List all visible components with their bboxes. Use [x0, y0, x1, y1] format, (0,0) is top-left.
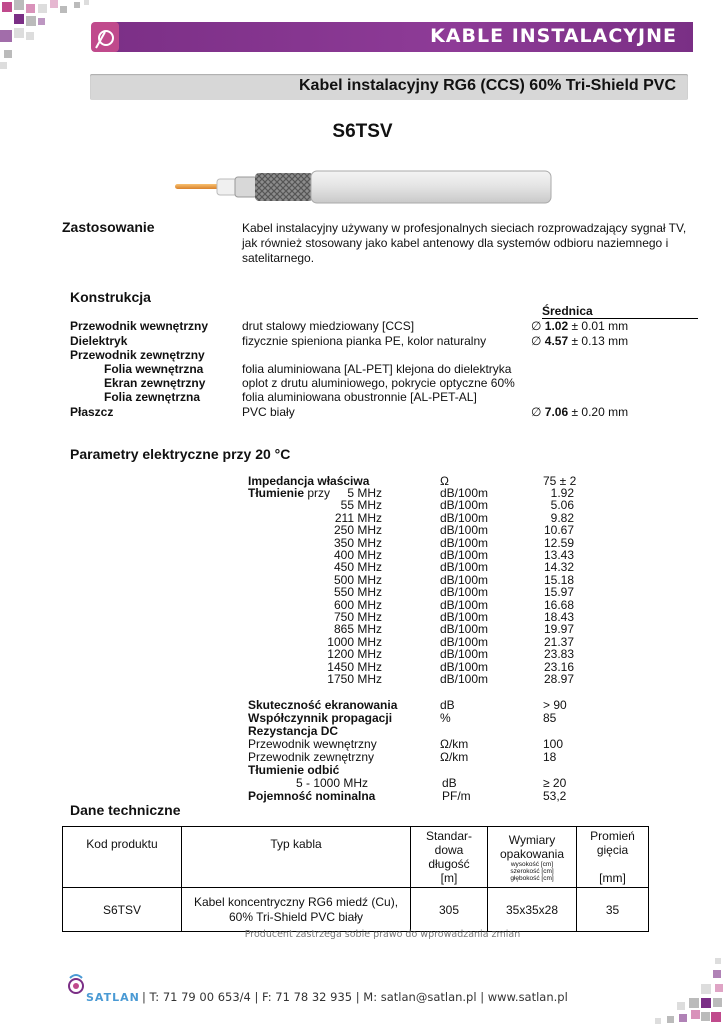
table-row	[63, 888, 649, 932]
construction-heading: Konstrukcja	[70, 289, 151, 305]
category-title: KABLE INSTALACYJNE	[430, 25, 677, 47]
attenuation-value: 19.97	[543, 622, 574, 637]
attenuation-freq: 450 MHz	[333, 560, 382, 575]
impedance-label: Impedancja właściwa	[248, 474, 370, 488]
attenuation-freq: 600 MHz	[333, 597, 382, 612]
capacitance-value: 53,2	[543, 789, 567, 803]
construction-label: Ekran zewnętrzny	[104, 376, 206, 390]
dc-outer-value: 18	[543, 750, 557, 764]
attenuation-unit: dB/100m	[440, 634, 489, 649]
category-banner	[93, 22, 693, 52]
product-title: Kabel instalacyjny RG6 (CCS) 60% Tri-Shield PVC	[299, 77, 676, 94]
construction-diameter: ∅ 4.57 ± 0.13 mm	[531, 334, 629, 348]
attenuation-unit: dB/100m	[440, 622, 489, 637]
screening-unit: dB	[440, 698, 455, 712]
attenuation-value: 10.67	[543, 523, 574, 538]
col-code-header: Kod produktu	[63, 827, 182, 888]
title-bar	[90, 74, 688, 100]
footer-phone[interactable]: T: 71 79 00 653/4	[149, 990, 251, 1004]
attenuation-freq: 55 MHz	[340, 498, 382, 513]
construction-desc: folia aluminiowana [AL-PET] klejona do dielektryka	[242, 362, 512, 376]
attenuation-freq: 500 MHz	[333, 572, 382, 587]
attenuation-value: 28.97	[543, 672, 574, 686]
attenuation-value: 12.59	[543, 535, 574, 550]
attenuation-freq: 550 MHz	[333, 585, 382, 600]
dc-outer-unit: Ω/km	[440, 750, 469, 764]
return-loss-value: ≥ 20	[543, 776, 567, 790]
attenuation-freq: 865 MHz	[333, 622, 382, 637]
cable-illustration	[175, 170, 555, 204]
footer-website[interactable]: www.satlan.pl	[487, 990, 568, 1004]
propagation-value: 85	[543, 711, 557, 725]
return-loss-label: 5 - 1000 MHz	[296, 776, 369, 790]
attenuation-freq: 1000 MHz	[327, 634, 382, 649]
attenuation-unit: dB/100m	[440, 523, 489, 538]
usage-heading: Zastosowanie	[62, 219, 155, 235]
footer-fax: F: 71 78 32 935	[262, 990, 353, 1004]
row-dims: 35x35x28	[488, 888, 577, 932]
product-code: S6TSV	[332, 121, 393, 142]
attenuation-unit: dB/100m	[440, 548, 489, 562]
attenuation-unit: dB/100m	[440, 560, 489, 575]
construction-diameter: ∅ 1.02 ± 0.01 mm	[531, 319, 629, 333]
attenuation-freq: 750 MHz	[333, 610, 382, 624]
row-length: 305	[411, 888, 488, 932]
row-bend: 35	[577, 888, 649, 932]
electrical-heading: Parametry elektryczne przy 20 °C	[70, 446, 291, 462]
return-loss-heading: Tłumienie odbić	[248, 763, 340, 777]
dc-resistance-heading: Rezystancja DC	[248, 724, 339, 738]
table-header-row	[63, 827, 649, 888]
attenuation-value: 16.68	[543, 597, 574, 612]
attenuation-value: 14.32	[543, 560, 574, 575]
attenuation-unit: dB/100m	[440, 659, 489, 674]
attenuation-value: 23.83	[543, 647, 574, 662]
impedance-value: 75 ± 2	[543, 474, 577, 488]
attenuation-value: 1.92	[550, 486, 574, 500]
col-type-header: Typ kabla	[182, 827, 411, 888]
satlan-brand: SATLAN	[86, 991, 140, 1004]
attenuation-freq: 400 MHz	[333, 548, 382, 562]
attenuation-freq: 1200 MHz	[327, 647, 382, 662]
attenuation-unit: dB/100m	[440, 597, 489, 612]
construction-label: Folia zewnętrzna	[104, 390, 201, 404]
construction-desc: folia aluminiowana obustronnie [AL-PET-AL]	[242, 390, 477, 404]
propagation-unit: %	[440, 711, 451, 725]
return-loss-unit: dB	[442, 776, 457, 790]
cable-loop-icon	[91, 22, 119, 52]
screening-label: Skuteczność ekranowania	[248, 698, 398, 712]
footer-email[interactable]: M: satlan@satlan.pl	[363, 990, 477, 1004]
construction-label: Przewodnik zewnętrzny	[70, 348, 205, 362]
disclaimer-note: Producent zastrzega sobie prawo do wprowadzania zmian	[244, 929, 521, 940]
diameter-header: Średnica	[542, 304, 698, 319]
col-dims-header: Wymiary opakowania wysokość [cm] szerokość [cm] głębokość [cm]	[488, 827, 577, 888]
construction-label: Płaszcz	[70, 405, 114, 419]
corner-mosaic-bottom-right	[615, 954, 725, 1024]
attenuation-value: 13.43	[543, 548, 574, 562]
attenuation-unit: dB/100m	[440, 486, 489, 500]
attenuation-value: 5.06	[550, 498, 574, 513]
attenuation-freq: 5 MHz	[347, 486, 382, 500]
attenuation-unit: dB/100m	[440, 672, 489, 686]
screening-value: > 90	[543, 698, 567, 712]
capacitance-unit: PF/m	[442, 789, 471, 803]
attenuation-freq: 1450 MHz	[327, 659, 382, 674]
attenuation-unit: dB/100m	[440, 610, 489, 624]
construction-label: Przewodnik wewnętrzny	[70, 319, 209, 333]
impedance-unit: Ω	[440, 474, 449, 488]
construction-desc: PVC biały	[242, 405, 295, 419]
technical-data-table	[62, 826, 649, 932]
propagation-label: Współczynnik propagacji	[248, 711, 393, 725]
construction-desc: oplot z drutu aluminiowego, pokrycie optyczne 60%	[242, 376, 515, 390]
attenuation-value: 15.97	[543, 585, 574, 600]
col-bend-header: Promień gięcia [mm]	[577, 827, 649, 888]
construction-desc: drut stalowy miedziowany [CCS]	[242, 319, 415, 333]
usage-text: Kabel instalacyjny używany w profesjonalnych sieciach rozprowadzający sygnał TV, jak również stosowany jako kabel antenowy dla systemów odbioru naziemnego i satelitarnego.	[242, 221, 687, 265]
capacitance-label: Pojemność nominalna	[248, 789, 376, 803]
attenuation-label: Tłumienie przy	[248, 486, 331, 500]
dc-outer-label: Przewodnik zewnętrzny	[248, 750, 375, 764]
footer-contacts: | T: 71 79 00 653/4 | F: 71 78 32 935 | M: satlan@satlan.pl | www.satlan.pl	[142, 990, 568, 1004]
attenuation-freq: 250 MHz	[333, 523, 382, 538]
dc-inner-label: Przewodnik wewnętrzny	[248, 737, 377, 751]
attenuation-value: 23.16	[543, 659, 574, 674]
attenuation-value: 9.82	[550, 510, 574, 525]
technical-data-heading: Dane techniczne	[70, 802, 181, 818]
attenuation-value: 18.43	[543, 610, 574, 624]
col-length-header: Standar- dowa długość [m]	[411, 827, 488, 888]
attenuation-unit: dB/100m	[440, 572, 489, 587]
product-logo-badge	[91, 22, 119, 52]
attenuation-unit: dB/100m	[440, 498, 489, 513]
row-code: S6TSV	[63, 888, 182, 932]
construction-desc: fizycznie spieniona pianka PE, kolor naturalny	[242, 334, 487, 348]
row-type: Kabel koncentryczny RG6 miedź (Cu), 60% Tri-Shield PVC biały	[182, 888, 411, 932]
construction-label: Dielektryk	[70, 334, 128, 348]
dc-inner-value: 100	[543, 737, 564, 751]
attenuation-value: 15.18	[543, 572, 574, 587]
attenuation-unit: dB/100m	[440, 535, 489, 550]
attenuation-freq: 1750 MHz	[327, 672, 382, 686]
attenuation-unit: dB/100m	[440, 647, 489, 662]
attenuation-freq: 211 MHz	[334, 510, 382, 525]
attenuation-value: 21.37	[543, 634, 574, 649]
construction-label: Folia wewnętrzna	[104, 362, 204, 376]
attenuation-unit: dB/100m	[440, 510, 489, 525]
attenuation-unit: dB/100m	[440, 585, 489, 600]
construction-diameter: ∅ 7.06 ± 0.20 mm	[531, 405, 629, 419]
attenuation-freq: 350 MHz	[333, 535, 382, 550]
dc-inner-unit: Ω/km	[440, 737, 469, 751]
